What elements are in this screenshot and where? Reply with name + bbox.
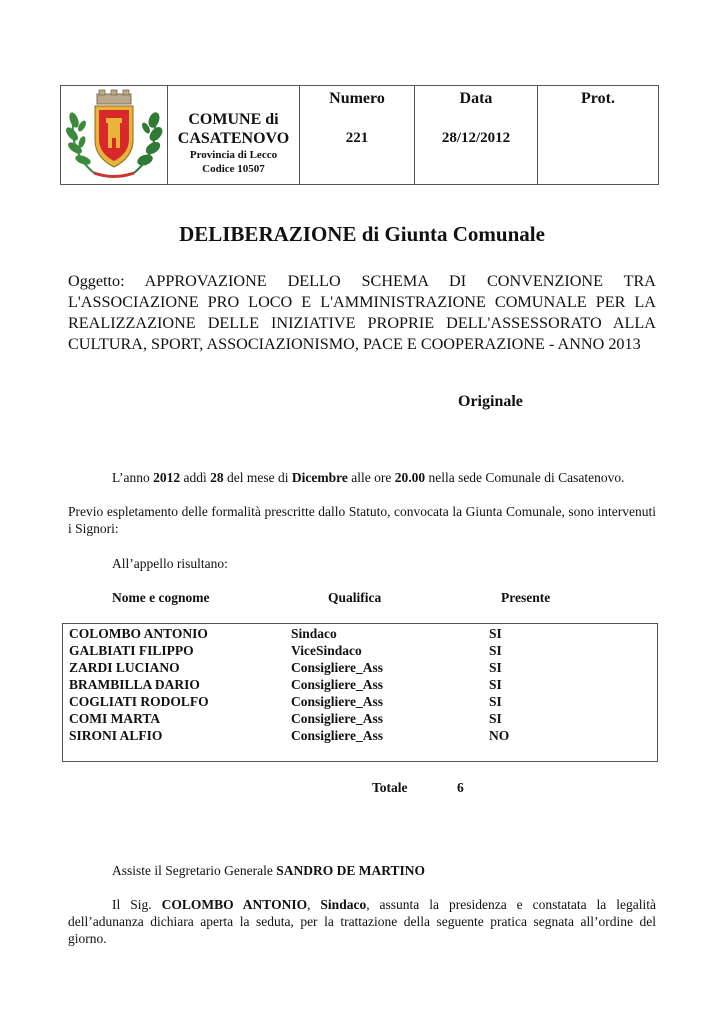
comune-block [168, 110, 299, 176]
ora-value: 20.00 [394, 470, 426, 485]
comune-line1: COMUNE di [188, 111, 279, 128]
provincia-label: Provincia di Lecco [189, 149, 278, 161]
giorno-value: 28 [210, 470, 224, 485]
convocazione-paragraph: Previo espletamento delle formalità prescritte dallo Statuto, convocata la Giunta Comunale, sono intervenuti i Signori: [68, 504, 656, 536]
prot-label: Prot. [581, 90, 615, 107]
municipal-crest-icon [64, 88, 164, 184]
document-title: DELIBERAZIONE di Giunta Comunale [179, 222, 545, 246]
originale-label: Originale [458, 393, 523, 410]
segretario-name: SANDRO DE MARTINO [276, 863, 425, 878]
intro-paragraph: L’anno 2012 addì 28 del mese di Dicembre alle ore 20.00 nella sede Comunale di Casatenovo. [112, 470, 625, 485]
attendance-table: COLOMBO ANTONIO Sindaco SI GALBIATI FILIPPO ViceSindaco SI ZARDI LUCIANO Consigliere_Ass SI BRAMBILLA DARIO Consigliere_Ass SI COGLIATI RODOLFO Consigliere_Ass SI COMI MARTA Consigliere_Ass SI SIRONI ALFIO Consigliere_Ass NO [62, 623, 658, 762]
segretario-paragraph: Assiste il Segretario Generale SANDRO DE MARTINO [112, 863, 425, 878]
carica-label: Sindaco [320, 897, 367, 912]
codice-label: Codice 10507 [202, 163, 265, 175]
data-value: 28/12/2012 [441, 130, 511, 146]
data-label: Data [459, 90, 493, 107]
anno-value: 2012 [153, 470, 181, 485]
header-nome: Nome e cognome [112, 590, 210, 605]
totale-label: Totale [372, 780, 408, 795]
comune-line2: CASATENOVO [177, 130, 290, 147]
numero-value: 221 [345, 130, 369, 146]
header-table [60, 85, 659, 185]
presidenza-paragraph: Il Sig. COLOMBO ANTONIO, Sindaco, assunta la presidenza e constatata la legalità dell’adunanza dichiara aperta la seduta, per la trattazione della seguente pratica segnata all’ordine del giorno. [68, 897, 656, 946]
header-presente: Presente [501, 590, 551, 605]
appello-label: All’appello risultano: [112, 556, 228, 571]
totale-value: 6 [457, 780, 464, 795]
header-qualifica: Qualifica [328, 590, 382, 605]
oggetto-text: Oggetto: APPROVAZIONE DELLO SCHEMA DI CONVENZIONE TRA L'ASSOCIAZIONE PRO LOCO E L'AMMINISTRAZIONE COMUNALE PER LA REALIZZAZIONE DELLE INIZIATIVE PROPRIE DELL'ASSESSORATO ALLA CULTURA, SPORT, ASSOCIAZIONISMO, PACE E COOPERAZIONE - ANNO 2013 [68, 272, 656, 353]
numero-label: Numero [329, 90, 385, 107]
presidente-name: COLOMBO ANTONIO [161, 897, 308, 912]
mese-value: Dicembre [291, 470, 348, 485]
